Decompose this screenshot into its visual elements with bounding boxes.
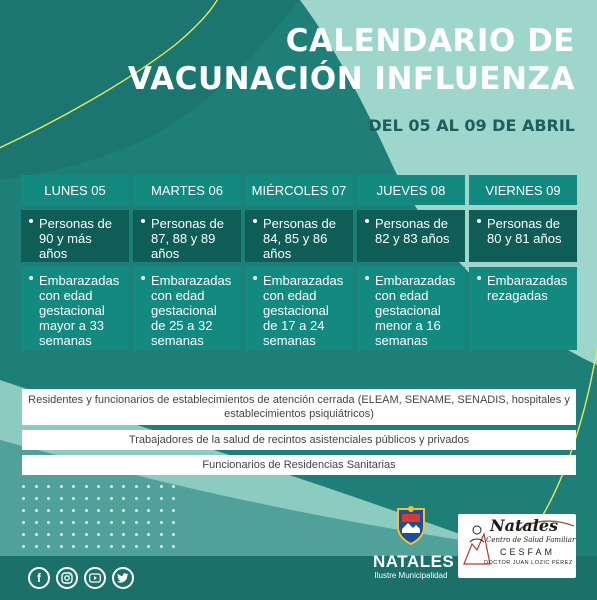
decorative-dot	[147, 545, 150, 548]
decorative-dot	[72, 545, 75, 548]
decorative-dot	[160, 545, 163, 548]
decorative-dot	[172, 545, 175, 548]
decorative-dot	[147, 521, 150, 524]
pregnant-group-cell	[245, 267, 353, 350]
decorative-dot	[47, 485, 50, 488]
municipal-crest-icon	[394, 505, 428, 545]
decorative-dot	[22, 509, 25, 512]
decorative-dot	[122, 533, 125, 536]
municipality-name: NATALES	[373, 552, 455, 571]
bullet-icon	[365, 276, 369, 280]
decorative-dot	[135, 485, 138, 488]
decorative-dot	[72, 521, 75, 524]
decorative-dot	[160, 533, 163, 536]
pregnant-group-cell	[469, 267, 577, 350]
age-group-text: Personas de 82 y 83 años	[375, 216, 450, 246]
decorative-dot	[35, 533, 38, 536]
decorative-dot	[97, 485, 100, 488]
decorative-dot	[72, 485, 75, 488]
decorative-dot	[60, 485, 63, 488]
decorative-dot	[135, 533, 138, 536]
health-workers-note: Trabajadores de la salud de recintos asistenciales públicos y privados	[22, 430, 576, 450]
instagram-icon[interactable]	[56, 567, 78, 589]
day-header: LUNES 05	[21, 175, 129, 205]
decorative-dot	[85, 545, 88, 548]
decorative-dot	[97, 521, 100, 524]
decorative-dot	[110, 521, 113, 524]
decorative-dot	[47, 509, 50, 512]
bullet-icon	[253, 276, 257, 280]
decorative-dot	[122, 509, 125, 512]
schedule-column-tuesday	[133, 175, 241, 350]
pregnant-group-text: Embarazadas con edad gestacional de 17 a 24 semanas	[263, 273, 344, 348]
cesfam-name: CESFAM	[500, 547, 556, 557]
closed-facilities-note: Residentes y funcionarios de establecimientos de atención cerrada (ELEAM, SENAME, SENADIS, hospitales y establecimientos psiquiátricos)	[22, 389, 576, 425]
decorative-dot	[97, 533, 100, 536]
pregnant-group-text: Embarazadas con edad gestacional mayor a 33 semanas	[39, 273, 120, 348]
decorative-dot	[97, 509, 100, 512]
decorative-dot	[135, 497, 138, 500]
decorative-dot	[172, 485, 175, 488]
decorative-dot	[97, 545, 100, 548]
decorative-dot	[172, 533, 175, 536]
poster-title	[128, 22, 575, 98]
day-header: JUEVES 08	[357, 175, 465, 205]
decorative-dot	[110, 545, 113, 548]
decorative-dot	[135, 509, 138, 512]
bullet-icon	[29, 219, 33, 223]
day-header: MARTES 06	[133, 175, 241, 205]
pregnant-group-text: Embarazadas con edad gestacional menor a 16 semanas	[375, 273, 456, 348]
decorative-dot	[72, 497, 75, 500]
decorative-dot	[160, 509, 163, 512]
schedule-column-friday	[469, 175, 577, 350]
sanitary-residences-note: Funcionarios de Residencias Sanitarias	[22, 455, 576, 475]
decorative-dot	[85, 497, 88, 500]
decorative-dot	[35, 485, 38, 488]
decorative-dot	[60, 509, 63, 512]
decorative-dot	[22, 485, 25, 488]
decorative-dot	[35, 545, 38, 548]
bullet-icon	[477, 276, 481, 280]
schedule-column-thursday	[357, 175, 465, 350]
age-group-text: Personas de 80 y 81 años	[487, 216, 562, 246]
decorative-dot	[72, 509, 75, 512]
bullet-icon	[253, 219, 257, 223]
pregnant-group-text: Embarazadas rezagadas	[487, 273, 568, 303]
age-group-cell	[133, 210, 241, 262]
twitter-icon[interactable]	[112, 567, 134, 589]
decorative-dot	[110, 533, 113, 536]
decorative-dot	[72, 533, 75, 536]
cesfam-title: Natales	[490, 516, 559, 535]
decorative-dot	[97, 497, 100, 500]
decorative-dot	[147, 533, 150, 536]
decorative-dot	[135, 521, 138, 524]
cesfam-doctor: DOCTOR JUAN LOZIC PÉREZ	[484, 560, 573, 566]
schedule-column-monday	[21, 175, 129, 350]
decorative-dot	[22, 533, 25, 536]
pregnant-group-cell	[21, 267, 129, 350]
bullet-icon	[29, 276, 33, 280]
age-group-cell	[21, 210, 129, 262]
decorative-dot	[60, 533, 63, 536]
title-line-2: VACUNACIÓN INFLUENZA	[127, 61, 575, 97]
bullet-icon	[365, 219, 369, 223]
municipality-subtitle: Ilustre Municipalidad	[374, 571, 448, 580]
title-line-1: CALENDARIO DE	[285, 23, 575, 59]
decorative-dot	[122, 545, 125, 548]
decorative-dot	[135, 545, 138, 548]
decorative-dot	[85, 521, 88, 524]
decorative-dot	[47, 497, 50, 500]
date-range: DEL 05 AL 09 DE ABRIL	[368, 116, 575, 135]
decorative-dot	[35, 521, 38, 524]
decorative-dot	[22, 521, 25, 524]
decorative-dot	[172, 497, 175, 500]
decorative-dot	[35, 509, 38, 512]
decorative-dot	[147, 509, 150, 512]
age-group-cell	[469, 210, 577, 262]
decorative-dot	[60, 545, 63, 548]
day-header: VIERNES 09	[469, 175, 577, 205]
bullet-icon	[141, 219, 145, 223]
pregnant-group-cell	[133, 267, 241, 350]
decorative-dot	[22, 545, 25, 548]
age-group-cell	[245, 210, 353, 262]
pregnant-group-text: Embarazadas con edad gestacional de 25 a 32 semanas	[151, 273, 232, 348]
decorative-dot	[147, 485, 150, 488]
bullet-icon	[141, 276, 145, 280]
decorative-dot	[85, 509, 88, 512]
decorative-dot	[122, 485, 125, 488]
schedule-column-wednesday	[245, 175, 353, 350]
decorative-dot	[35, 497, 38, 500]
decorative-dot	[160, 521, 163, 524]
bullet-icon	[477, 219, 481, 223]
decorative-dot	[122, 497, 125, 500]
decorative-dot	[60, 521, 63, 524]
decorative-dot	[172, 509, 175, 512]
day-header: MIÉRCOLES 07	[245, 175, 353, 205]
age-group-text: Personas de 87, 88 y 89 años	[151, 216, 224, 261]
decorative-dot	[85, 485, 88, 488]
decorative-dot	[160, 497, 163, 500]
age-group-cell	[357, 210, 465, 262]
youtube-icon[interactable]	[84, 567, 106, 589]
decorative-dot	[47, 545, 50, 548]
decorative-dot	[147, 497, 150, 500]
facebook-icon[interactable]: f	[28, 567, 50, 589]
decorative-dot	[110, 497, 113, 500]
decorative-dot	[47, 521, 50, 524]
decorative-dot	[122, 521, 125, 524]
decorative-dot	[85, 533, 88, 536]
cesfam-logo	[458, 514, 576, 578]
decorative-dot	[47, 533, 50, 536]
age-group-text: Personas de 84, 85 y 86 años	[263, 216, 336, 261]
age-group-text: Personas de 90 y más años	[39, 216, 112, 261]
decorative-dot	[160, 485, 163, 488]
decorative-dot	[60, 497, 63, 500]
decorative-dot	[172, 521, 175, 524]
cesfam-subtitle: Centro de Salud Familiar	[486, 536, 576, 544]
pregnant-group-cell	[357, 267, 465, 350]
decorative-dot	[22, 497, 25, 500]
decorative-dot	[110, 485, 113, 488]
municipality-logo	[373, 505, 455, 580]
decorative-dot	[110, 509, 113, 512]
social-links	[28, 567, 134, 589]
